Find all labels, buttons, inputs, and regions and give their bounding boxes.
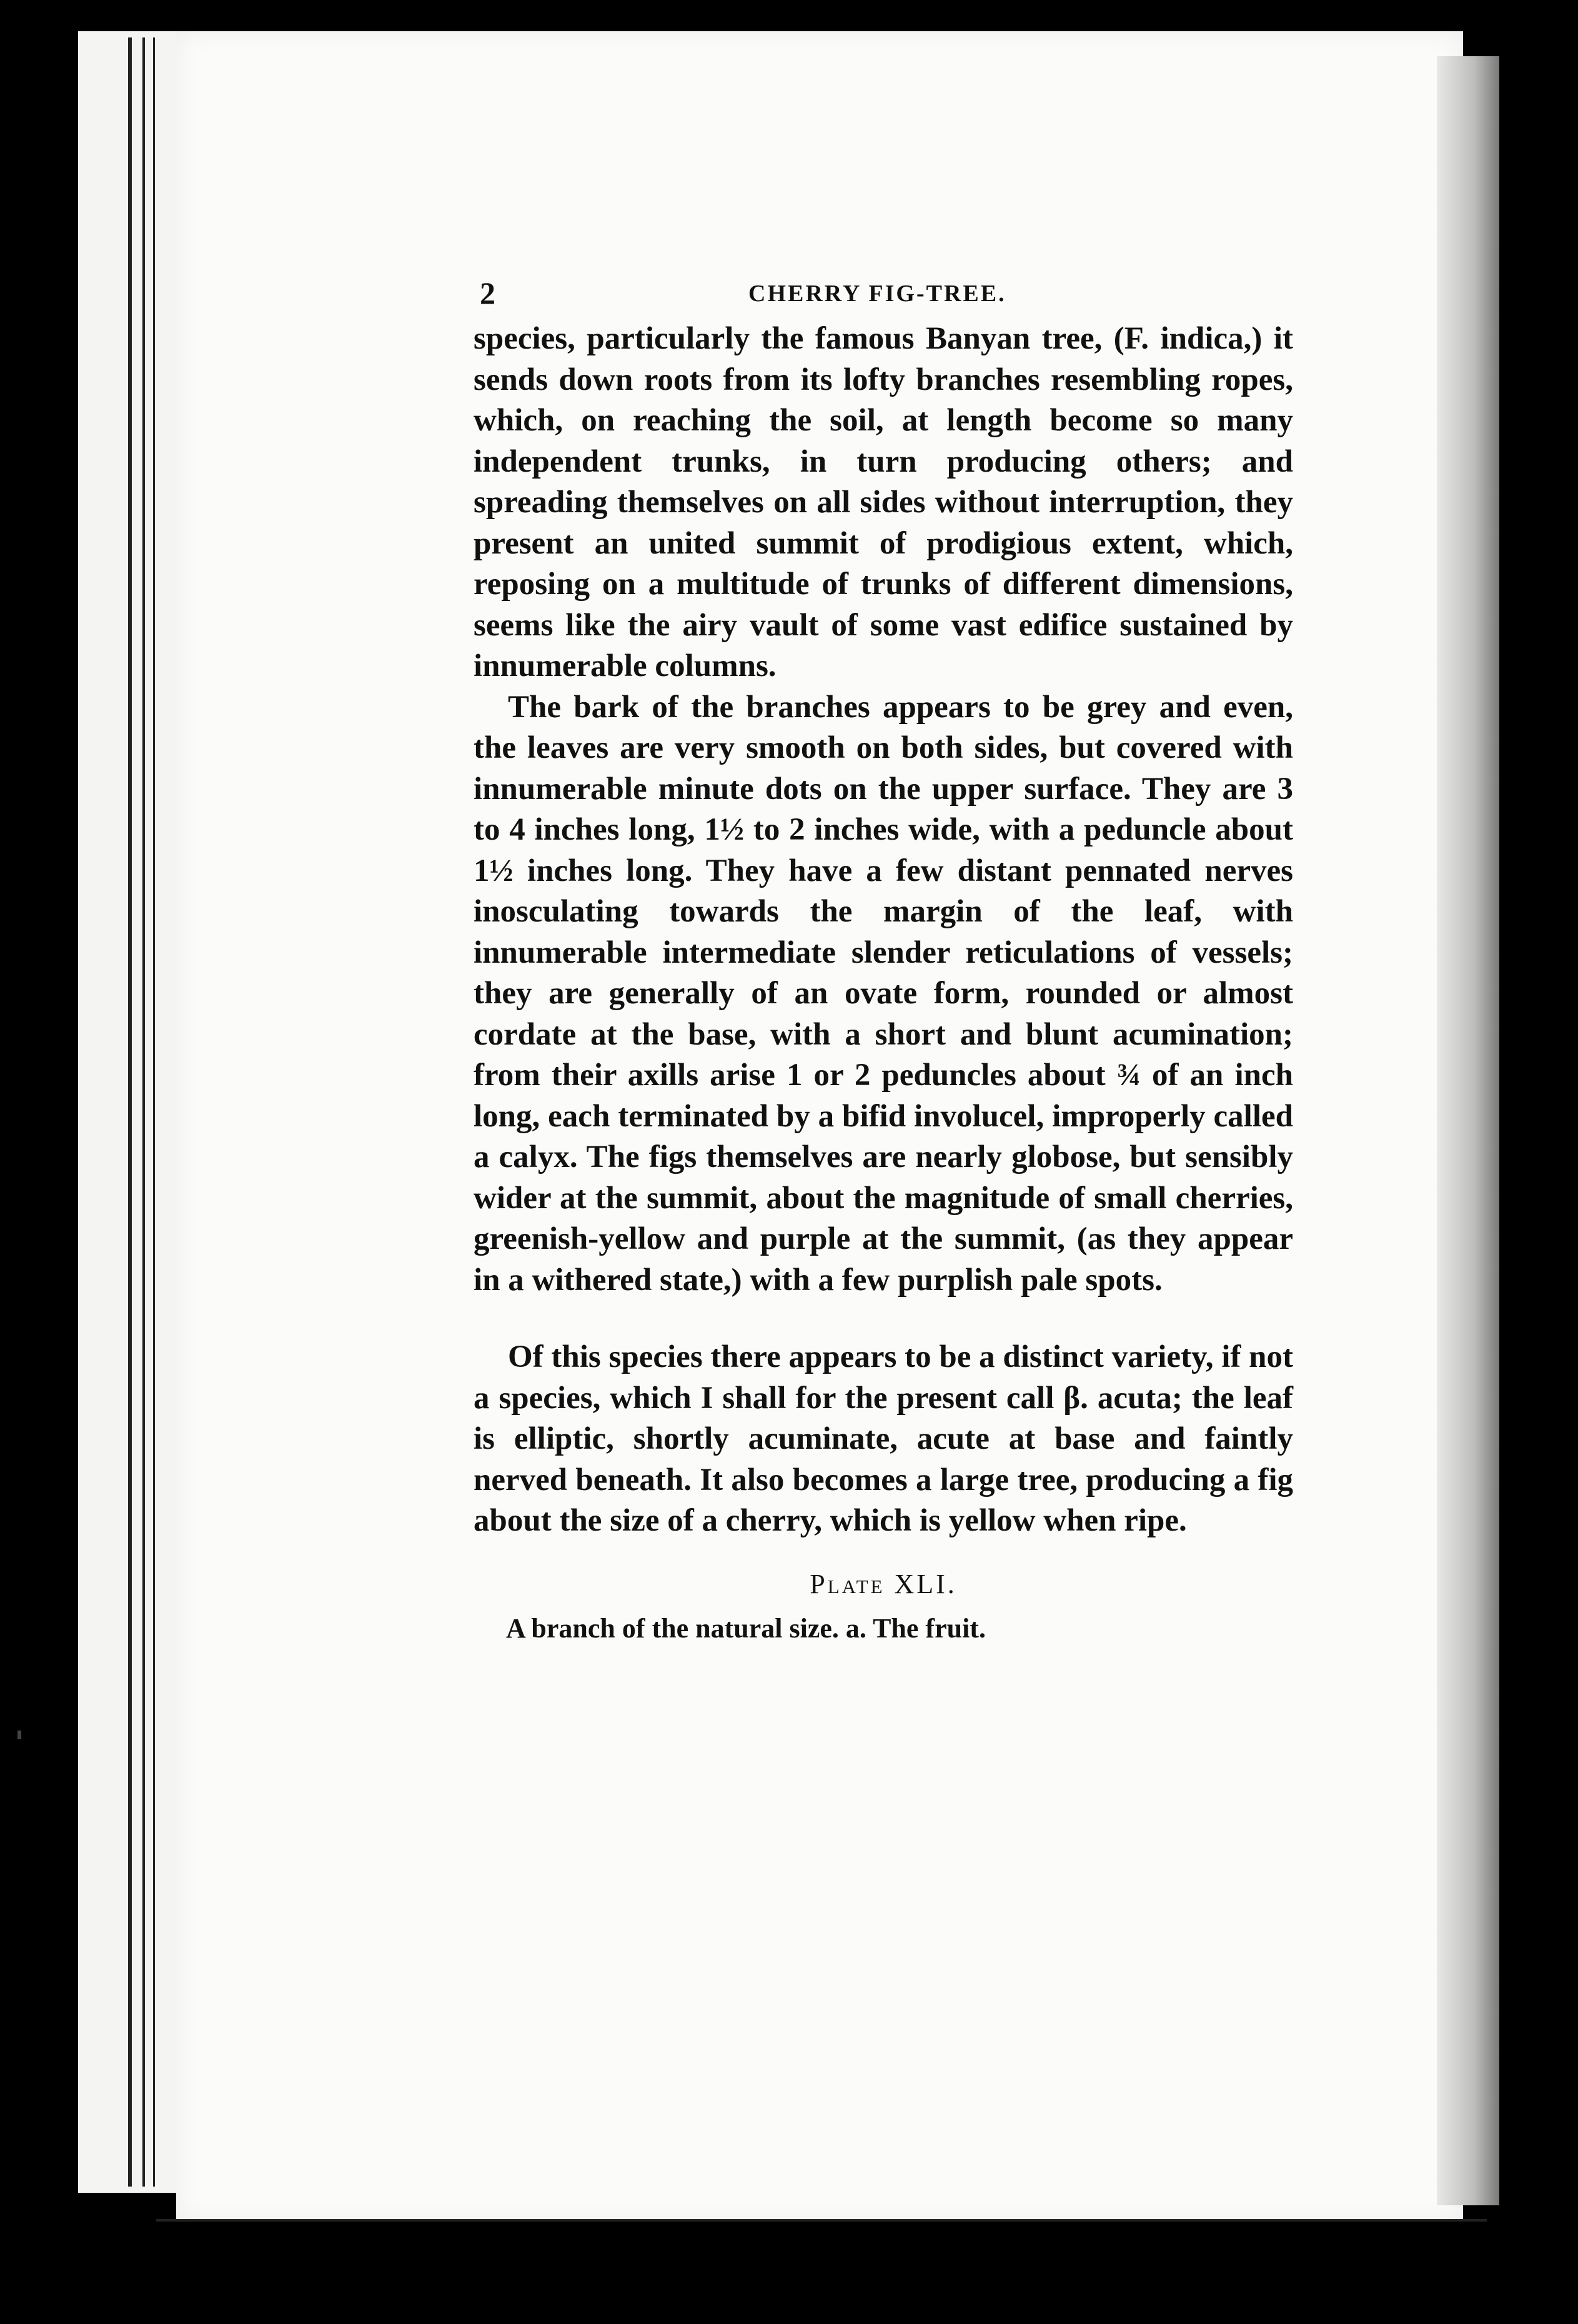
text-block [474, 275, 1293, 1644]
scan-border [1499, 31, 1578, 2280]
paragraph-variety: Of this species there appears to be a distinct variety, if not a species, which I shall for the present call β. acuta; the leaf is elliptic, shortly acuminate, acute at base and faintly nerved beneath. It also becomes a large tree, producing a fig about the size of a cherry, which is yellow when ripe. [474, 1339, 1293, 1538]
page-stack-edge [78, 31, 186, 2193]
page-gutter-shadow [1437, 56, 1499, 2205]
page-edge-line [142, 37, 145, 2187]
plate-caption: A branch of the natural size. a. The fruit. [506, 1612, 986, 1644]
running-head [474, 275, 1293, 319]
page-bottom-edge [156, 2219, 1487, 2222]
page-number: 2 [480, 276, 495, 310]
paragraph-bark-description: The bark of the branches appears to be grey and even, the leaves are very smooth on both sides, but covered with innumerable minute dots on the upper surface. They are 3 to 4 inches long, 1½ to 2 inches wide, with a peduncle about 1½ inches long. They have a few distant pennated nerves inosculating towards the margin of the leaf, with innumerable intermediate slender reticulations of vessels; they are generally of an ovate form, rounded or almost cordate at the base, with a short and blunt acumination; from their axills arise 1 or 2 peduncles about ¾ of an inch long, each terminated by a bifid involucel, improperly called a calyx. The figs themselves are nearly globose, but sensibly wider at the summit, about the magnitude of small cherries, greenish-yellow and purple at the summit, (as they appear in a withered state,) with a few purplish pale spots. [474, 689, 1293, 1298]
page-edge-line [153, 37, 155, 2187]
plate-title: Plate XLI. [810, 1568, 957, 1599]
scan-speck [17, 1731, 21, 1739]
paragraph-continuation: species, particularly the famous Banyan tree, (F. indica,) it sends down roots from its lofty branches resembling ropes, which, on reaching the soil, at length become so many independent trunks, in turn producing others; and spreading themselves on all sides without interruption, they present an united summit of prodigious extent, which, reposing on a multitude of trunks of different dimensions, seems like the airy vault of some vast edifice sustained by innumerable columns. [474, 321, 1293, 683]
page-edge-line [128, 37, 132, 2187]
running-title: CHERRY FIG-TREE. [748, 281, 1006, 307]
